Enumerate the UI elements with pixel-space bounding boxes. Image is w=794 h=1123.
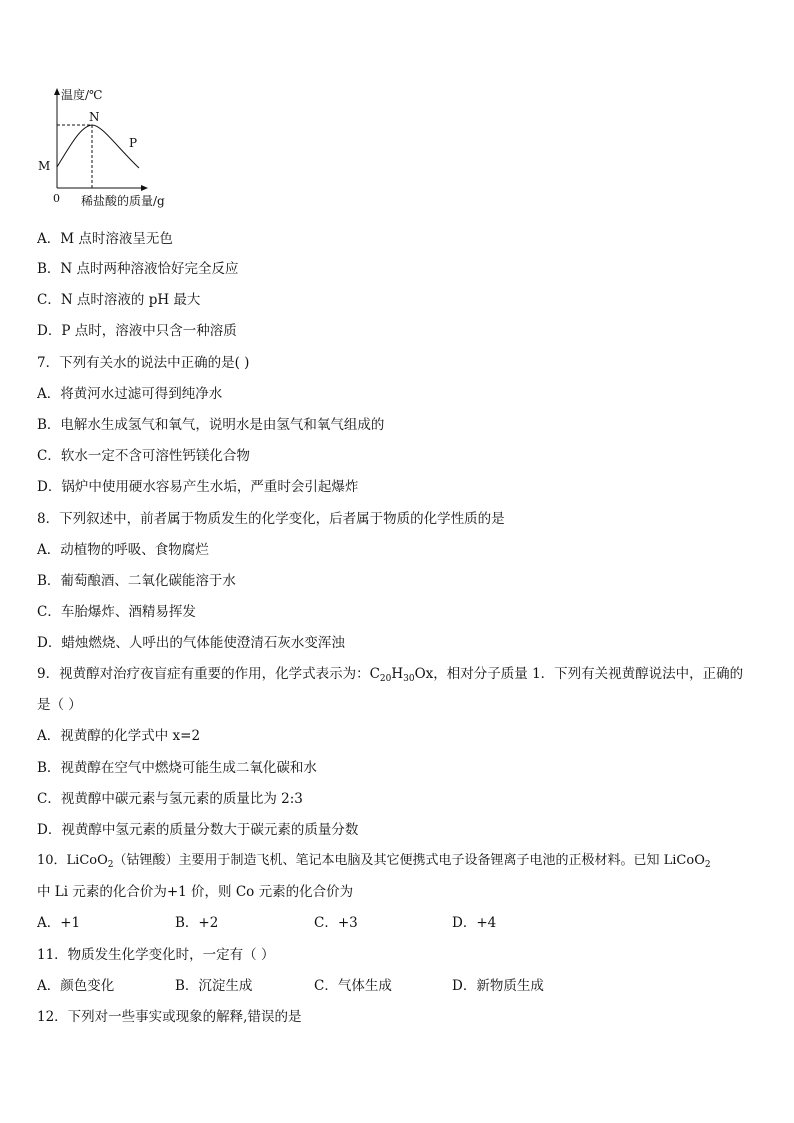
q8-option-b: B．葡萄酿酒、二氧化碳能溶于水 <box>37 573 236 589</box>
q11-options <box>37 978 757 994</box>
q8-stem: 8．下列叙述中，前者属于物质发生的化学变化，后者属于物质的化学性质的是 <box>37 511 505 527</box>
point-p-label: P <box>129 136 138 150</box>
q10-stem-prefix: 10．LiCoO <box>37 853 108 868</box>
temperature-curve <box>57 125 139 168</box>
q9-stem-suffix: Ox，相对分子质量 1．下列有关视黄醇说法中，正确的 <box>414 666 744 682</box>
q9-stem <box>37 666 743 682</box>
q9-hydrogen-subscript: 30 <box>403 674 415 684</box>
q6-option-b: B．N 点时两种溶液恰好完全反应 <box>37 261 239 277</box>
q6-option-a: A．M 点时溶液呈无色 <box>37 231 173 247</box>
q7-option-d: D．锅炉中使用硬水容易产生水垢，严重时会引起爆炸 <box>37 479 359 495</box>
q11-option-c: C．气体生成 <box>314 978 392 994</box>
q10-option-a: A．+1 <box>37 915 81 931</box>
x-axis-arrow <box>141 185 148 191</box>
y-axis-label: 温度/℃ <box>61 88 103 102</box>
q7-option-a: A．将黄河水过滤可得到纯净水 <box>37 386 223 402</box>
q9-stem-line2: 是（ ） <box>37 697 82 713</box>
q7-stem: 7．下列有关水的说法中正确的是( ) <box>37 355 250 371</box>
q10-stem <box>37 853 711 869</box>
q10-subscript-2: 2 <box>704 860 711 870</box>
q8-option-c: C．车胎爆炸、酒精易挥发 <box>37 604 196 620</box>
q10-stem-middle: （钴锂酸）主要用于制造飞机、笔记本电脑及其它便携式电子设备锂离子电池的正极材料。已知 LiCoO <box>113 853 705 868</box>
q11-stem: 11．物质发生化学变化时，一定有（ ） <box>37 947 275 963</box>
q10-option-d: D．+4 <box>452 915 497 931</box>
q8-option-a: A．动植物的呼吸、食物腐烂 <box>37 542 209 558</box>
origin-label: 0 <box>53 192 60 205</box>
q9-option-b: B．视黄醇在空气中燃烧可能生成二氧化碳和水 <box>37 760 317 776</box>
temperature-curve-figure <box>36 84 196 214</box>
x-axis-label: 稀盐酸的质量/g <box>81 194 165 208</box>
point-m-label: M <box>38 159 51 173</box>
q9-carbon-subscript: 20 <box>379 674 392 684</box>
q12-stem: 12．下列对一些事实或现象的解释,错误的是 <box>37 1009 302 1025</box>
q9-option-a: A．视黄醇的化学式中 x=2 <box>37 728 201 744</box>
q10-subscript-1: 2 <box>107 860 114 870</box>
q6-option-d: D．P 点时，溶液中只含一种溶质 <box>37 323 237 339</box>
q7-option-b: B．电解水生成氢气和氧气，说明水是由氢气和氧气组成的 <box>37 417 385 433</box>
q11-option-b: B．沉淀生成 <box>175 978 253 994</box>
q11-option-a: A．颜色变化 <box>37 978 115 994</box>
q10-stem-line2: 中 Li 元素的化合价为+1 价，则 Co 元素的化合价为 <box>37 884 354 900</box>
point-n-label: N <box>89 110 100 124</box>
q11-option-d: D．新物质生成 <box>452 978 544 994</box>
q9-hydrogen-symbol: H <box>391 666 404 682</box>
q10-options <box>37 915 757 931</box>
q9-stem-prefix: 9．视黄醇对治疗夜盲症有重要的作用，化学式表示为：C <box>37 666 380 682</box>
q7-option-c: C．软水一定不含可溶性钙镁化合物 <box>37 448 250 464</box>
q8-option-d: D．蜡烛燃烧、人呼出的气体能使澄清石灰水变浑浊 <box>37 635 345 651</box>
q6-option-c: C．N 点时溶液的 pH 最大 <box>37 292 201 308</box>
y-axis-arrow <box>54 88 60 95</box>
q9-option-d: D．视黄醇中氢元素的质量分数大于碳元素的质量分数 <box>37 822 359 838</box>
q10-option-b: B．+2 <box>175 915 219 931</box>
q9-option-c: C．视黄醇中碳元素与氢元素的质量比为 2:3 <box>37 791 303 807</box>
q10-option-c: C．+3 <box>314 915 358 931</box>
